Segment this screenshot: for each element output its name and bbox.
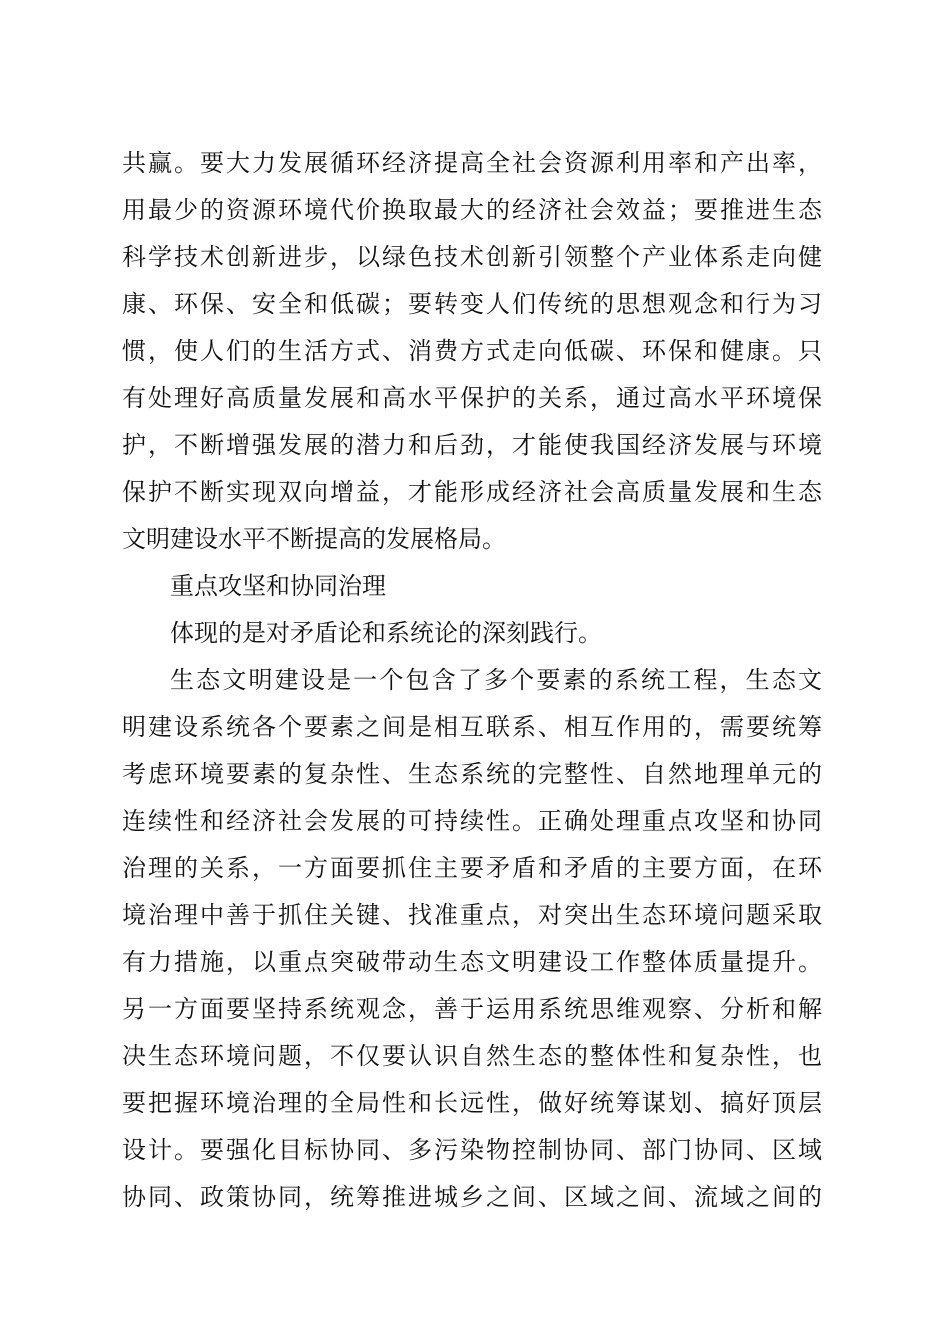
text-line-9: 文明建设水平不断提高的发展格局。 <box>122 525 506 553</box>
text-line-21: 要把握环境治理的全局性和长远性，做好统筹谋划、搞好顶层 <box>122 1089 822 1117</box>
text-line-5: 惯，使人们的生活方式、消费方式走向低碳、环保和健康。只 <box>122 337 822 365</box>
section-subheading: 体现的是对矛盾论和系统论的深刻践行。 <box>170 619 602 647</box>
text-line-6: 有处理好高质量发展和高水平保护的关系，通过高水平环境保 <box>122 384 822 412</box>
text-line-23: 协同、政策协同，统筹推进城乡之间、区域之间、流域之间的 <box>122 1183 822 1211</box>
text-line-14: 考虑环境要素的复杂性、生态系统的完整性、自然地理单元的 <box>122 760 822 788</box>
text-line-1: 共赢。要大力发展循环经济提高全社会资源利用率和产出率， <box>122 149 822 177</box>
text-line-13: 明建设系统各个要素之间是相互联系、相互作用的，需要统筹 <box>122 713 822 741</box>
text-line-2: 用最少的资源环境代价换取最大的经济社会效益；要推进生态 <box>122 196 822 224</box>
text-line-20: 决生态环境问题，不仅要认识自然生态的整体性和复杂性，也 <box>122 1042 822 1070</box>
text-line-18: 有力措施，以重点突破带动生态文明建设工作整体质量提升。 <box>122 948 822 976</box>
text-line-15: 连续性和经济社会发展的可持续性。正确处理重点攻坚和协同 <box>122 807 822 835</box>
text-line-16: 治理的关系，一方面要抓住主要矛盾和矛盾的主要方面，在环 <box>122 854 822 882</box>
text-line-12: 生态文明建设是一个包含了多个要素的系统工程，生态文 <box>170 666 822 694</box>
text-line-7: 护，不断增强发展的潜力和后劲，才能使我国经济发展与环境 <box>122 431 822 459</box>
text-line-22: 设计。要强化目标协同、多污染物控制协同、部门协同、区域 <box>122 1136 822 1164</box>
text-line-17: 境治理中善于抓住关键、找准重点，对突出生态环境问题采取 <box>122 901 822 929</box>
section-heading: 重点攻坚和协同治理 <box>170 572 386 600</box>
text-line-4: 康、环保、安全和低碳；要转变人们传统的思想观念和行为习 <box>122 290 822 318</box>
text-line-8: 保护不断实现双向增益，才能形成经济社会高质量发展和生态 <box>122 478 822 506</box>
document-page <box>122 140 822 1221</box>
text-line-19: 另一方面要坚持系统观念，善于运用系统思维观察、分析和解 <box>122 995 822 1023</box>
text-line-3: 科学技术创新进步，以绿色技术创新引领整个产业体系走向健 <box>122 243 822 271</box>
